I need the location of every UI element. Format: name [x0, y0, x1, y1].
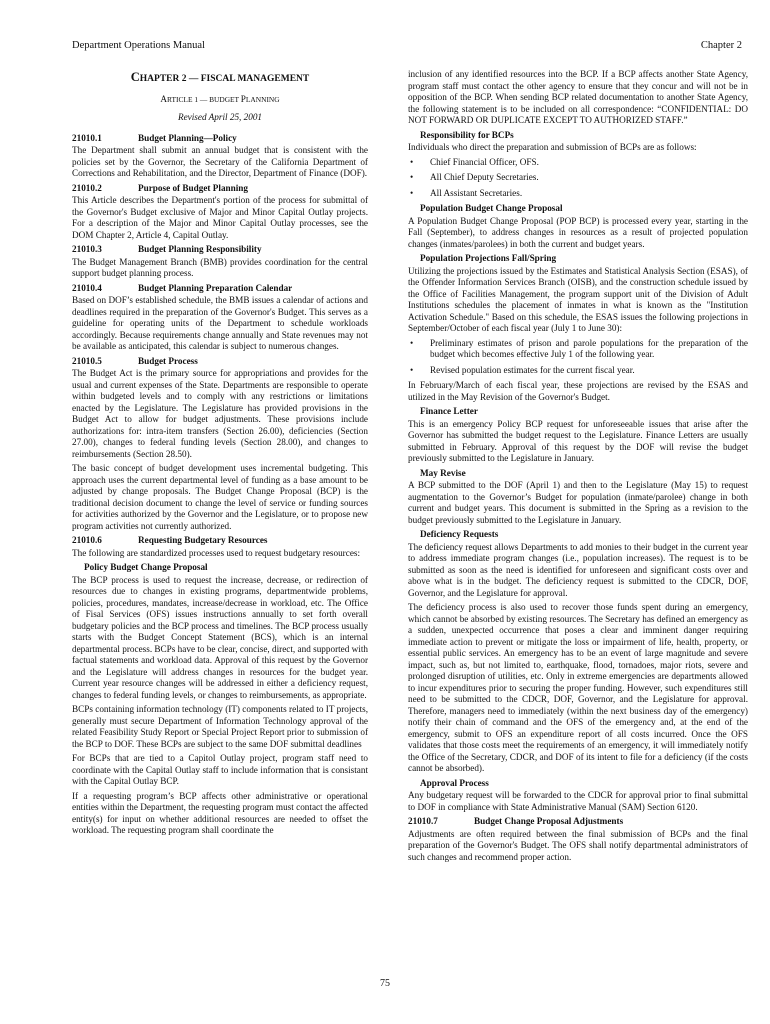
section-heading-21010-3: 21010.3 Budget Planning Responsibility: [72, 244, 262, 254]
paragraph: A Population Budget Change Proposal (POP BCP) is processed every year, starting in the Fall (September), to address changes in resources as a result of projected population changes (inmates/parolees) in both the current and budget years.: [408, 215, 748, 249]
subheading-responsibility: Responsibility for BCPs: [420, 129, 514, 140]
paragraph: Individuals who direct the preparation and submission of BCPs are as follows:: [408, 142, 697, 152]
subheading-population-bcp: Population Budget Change Proposal: [420, 203, 563, 213]
article-title: ARTICLE 1 — BUDGET PLANNING: [160, 93, 280, 104]
revised-date: Revised April 25, 2001: [177, 112, 263, 122]
subheading-population-projections: Population Projections Fall/Spring: [420, 253, 557, 263]
paragraph: The deficiency process is also used to recover those funds spent during an emergency, which cannot be absorbed by existing resources. The Secretary has defined an emergency as a sudden, unexpected occurrence that poses a clear and imminent danger requiring immediate action to prevent or mitigate the loss or impairment of life, health, property, or essential public services. An emergency has to be an event of large magnitude and severe impact, such as, but not limited to, earthquake, flood, tornadoes, major riots, severe and prolonged disruption of utilities, etc. Only in extreme emergencies are departments allowed to incur expenditures prior to securing the proper funding. However, such expenditures still need to be submitted to the CDCR, DOF, Governor, and the Legislature for approval. Therefore, managers need to immediately (within the next business day of the emergency) notify their chain of command and the OFS of the emergency and, at the end of the emergency, submit to OFS an expenditure report of all costs incurred. Once the OFS validates that those costs meet the requirements of an emergency, it will immediately notify the Office of the Secretary, CDCR, and DOF of its intent to file for a deficiency (if the costs cannot be absorbed).: [408, 602, 748, 773]
paragraph: If a requesting program’s BCP affects other administrative or operational entities within the Department, the requesting program must contact the affected entity(s) for input on whether additional resources are needed to offset the workload. The requesting program shall coordinate the: [72, 790, 368, 835]
paragraph: The deficiency request allows Departments to add monies to their budget in the current year to address immediate program changes (i.e., population increases). The request is to be submitted as soon as the need is identified for unforeseen and significant costs over and above what is in the budget. The deficiency request is submitted to the CDCR, DOF, Governor, and the Legislature for approval.: [408, 541, 748, 598]
paragraph: In February/March of each fiscal year, these projections are revised by the ESAS and utilized in the May Revision of the Governor's Budget.: [408, 380, 748, 402]
paragraph: BCPs containing information technology (IT) components related to IT projects, generally must secure Department of Information Technology approval of the related Feasibility Study Report or Special Project Report prior to submission of the BCP to DOF. These BCPs are subject to the same DOF submittal deadlines: [72, 704, 368, 749]
paragraph: Utilizing the projections issued by the Estimates and Statistical Analysis Section (ESAS), of the Offender Information Services Branch (OISB), and the construction schedule issued by the Office of Facilities Management, the program support unit of the Division of Adult Institutions schedules the placement of inmates in what is known as the "Institution Activation Schedule." Based on this schedule, the ESAS issues the following projections in September/October of each fiscal year (July 1 to June 30):: [408, 265, 748, 333]
page-number: 75: [380, 978, 390, 989]
paragraph: The following are standardized processes used to request budgetary resources:: [72, 547, 361, 558]
subheading-policy-bcp: Policy Budget Change Proposal: [84, 562, 208, 572]
manual-title: Department Operations Manual: [72, 40, 205, 51]
subheading-finance-letter: Finance Letter: [420, 406, 478, 416]
paragraph: Based on DOF’s established schedule, the BMB issues a calendar of actions and deadlines required in the preparation of the Governor's Budget. This serves as a guideline for operating units of the Department to schedule workloads accordingly. Because requirements change annually and State revenues may not be available as anticipated, this calendar is subject to numerous changes.: [72, 295, 368, 351]
chapter-title: CHAPTER 2 — FISCAL MANAGEMENT: [130, 70, 310, 84]
paragraph: This Article describes the Department's portion of the process for submittal of the Governor's Budget exclusive of Major and Minor Capital Outlay projects. For a description of the Major and Minor Capital Outlay processes, see the DOM Chapter 2, Article 4, Capital Outlay.: [72, 195, 368, 240]
chapter-label: Chapter 2: [700, 40, 742, 51]
paragraph: The basic concept of budget development uses incremental budgeting. This approach uses the current departmental level of funding as a base amount to be adjusted by change proposals. The Budget Change Proposal (BCP) is the traditional decision document to change the level of service or funding sources for activities authorized by the Governor and the Legislature, or to propose new program activities not currently authorized.: [72, 463, 368, 531]
section-heading-21010-1: 21010.1 Budget Planning—Policy: [72, 132, 237, 143]
subheading-approval-process: Approval Process: [420, 777, 489, 788]
list-item: • Preliminary estimates of prison and parole populations for the preparation of the budget which becomes effective July 1 of the following year.: [408, 338, 748, 361]
subheading-deficiency-requests: Deficiency Requests: [420, 529, 499, 539]
left-column: [72, 68, 368, 840]
list-item: • Chief Financial Officer, OFS.: [408, 157, 748, 169]
paragraph: This is an emergency Policy BCP request for unforeseeable issues that arise after the Governor has submitted the budget request to the Legislature. Finance Letters are usually submitted in February. Approval of this request by the DOF will revise the budget previously submitted to the Legislature in January.: [408, 418, 748, 463]
paragraph: inclusion of any identified resources into the BCP. If a BCP affects another State Agency, program staff must contact the other agency to ensure that they concur and will not be in opposition of the BCP. When sending BCP related documentation to another State Agency, the following statement is to be included on all correspondence: “CONFIDENTIAL: DO NOT FORWARD OR DUPLICATE EXCEPT TO AUTHORIZED STAFF.”: [408, 69, 748, 125]
section-heading-21010-7: 21010.7 Budget Change Proposal Adjustments: [408, 816, 624, 826]
section-heading-21010-4: 21010.4 Budget Planning Preparation Calendar: [72, 282, 293, 293]
paragraph: The Budget Act is the primary source for appropriations and provides for the usual and current expenses of the State. Departments are responsible to operate within budgeted levels and to comply with any restrictions or limitations enacted by the Legislature. The Legislature has provided provisions in the Budget Act to allow for budget adjustments. These provisions include authorizations for: intra-item transfers (Section 26.00), deficiencies (Section 27.00), changes to federal funding levels (Section 28.00), and changes to reimbursements (Section 28.50).: [72, 368, 368, 459]
subheading-may-revise: May Revise: [420, 467, 466, 478]
section-heading-21010-6: 21010.6 Requesting Budgetary Resources: [72, 535, 268, 545]
list-item: • All Chief Deputy Secretaries.: [408, 172, 748, 184]
paragraph: A BCP submitted to the DOF (April 1) and then to the Legislature (May 15) to request augmentation to the Governor’s Budget for population (inmate/parolee) change in both current and budget years. This document is submitted in the Spring as a revision to the budget previously submitted to the Legislature in January.: [408, 480, 748, 525]
paragraph: For BCPs that are tied to a Capitol Outlay project, program staff need to coordinate with the Capital Outlay staff to include information that is consistant with the Capital Outlay BCP.: [72, 753, 368, 786]
paragraph: The BCP process is used to request the increase, decrease, or redirection of resources due to changes in existing programs, departmentwide problems, policies, procedures, mandates, increase/decrease in workload, etc. The Office of Fisal Services (OFS) issues instructions annually to set forth overall budgetary policies and the BCP process and timelines. The BCP process usually starts with the Budget Concept Statement (BCS), which is an internal departmental process. BCPs have to be clear, concise, direct, and supported with factual statements and workload data. Approval of this request by the Governor and the Legislature will address changes in resources for the budget year. Current year resource changes will be addressed in either a deficiency request, changes to federal funding levels, or changes to reimbursements, as appropriate.: [72, 574, 368, 700]
paragraph: Any budgetary request will be forwarded to the CDCR for approval prior to final submittal to DOF in compliance with State Administrative Manual (SAM) Section 6120.: [408, 790, 748, 812]
paragraph: Adjustments are often required between the final submission of BCPs and the final preparation of the Governor's Budget. The OFS shall notify departmental administrators of such changes and recommend proper action.: [408, 828, 748, 862]
section-heading-21010-2: 21010.2 Purpose of Budget Planning: [72, 182, 249, 193]
section-heading-21010-5: 21010.5 Budget Process: [72, 355, 198, 366]
list-item: • All Assistant Secretaries.: [408, 188, 748, 200]
paragraph: The Department shall submit an annual budget that is consistent with the policies set by the Governor, the Secretary of the California Department of Corrections and Rehabilitation, and the Director, Department of Finance (DOF).: [72, 145, 368, 178]
right-column: [408, 68, 748, 866]
list-item: • Revised population estimates for the current fiscal year.: [408, 365, 748, 377]
paragraph: The Budget Management Branch (BMB) provides coordination for the central support budget planning process.: [72, 256, 368, 278]
